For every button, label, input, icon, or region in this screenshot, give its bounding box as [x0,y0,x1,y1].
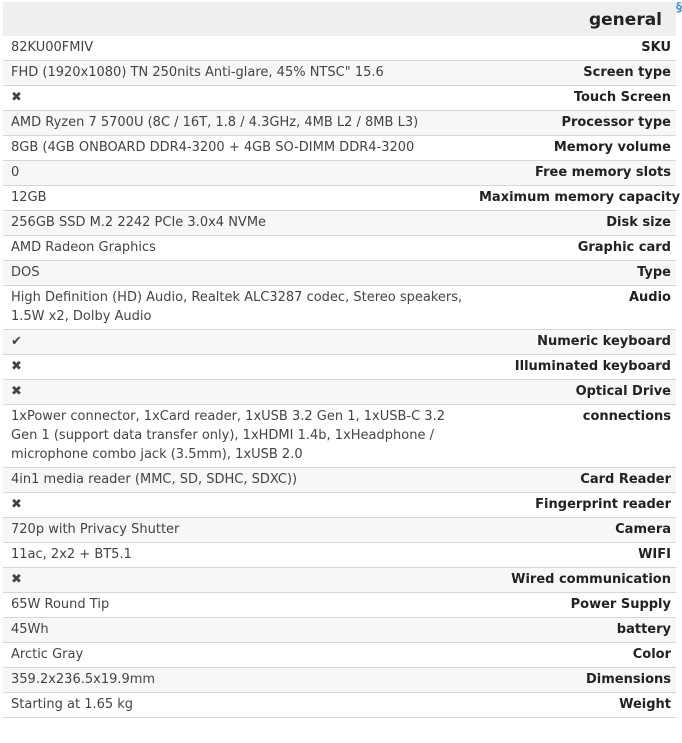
cross-icon: ✖ [3,568,471,593]
spec-value: 8GB (4GB ONBOARD DDR4-3200 + 4GB SO-DIMM DDR4-3200 [3,136,471,161]
table-row [3,468,676,493]
spec-value: 720p with Privacy Shutter [3,518,471,543]
spec-value: 45Wh [3,618,471,643]
spec-label: Card Reader [471,468,676,493]
spec-value: 359.2x236.5x19.9mm [3,668,471,693]
spec-label: Fingerprint reader [471,493,676,518]
spec-label: Wired communication [471,568,676,593]
table-row [3,543,676,568]
check-icon: ✔ [3,330,471,355]
spec-value: 1xPower connector, 1xCard reader, 1xUSB 3.2 Gen 1, 1xUSB-C 3.2 Gen 1 (support data transfer only), 1xHDMI 1.4b, 1xHeadphone / microphone combo jack (3.5mm), 1xUSB 2.0 [3,405,471,468]
spec-label: Type [471,261,676,286]
table-row [3,330,676,355]
spec-label: Camera [471,518,676,543]
spec-value: DOS [3,261,471,286]
spec-label: Disk size [471,211,676,236]
table-row [3,186,676,211]
spec-table [3,36,681,718]
cross-icon: ✖ [3,380,471,405]
spec-value: FHD (1920x1080) TN 250nits Anti-glare, 45% NTSC" 15.6 [3,61,471,86]
table-row [3,111,676,136]
table-row [3,593,676,618]
spec-value: 11ac, 2x2 + BT5.1 [3,543,471,568]
spec-value: AMD Ryzen 7 5700U (8C / 16T, 1.8 / 4.3GHz, 4MB L2 / 8MB L3) [3,111,471,136]
spec-label: Screen type [471,61,676,86]
spec-value: 0 [3,161,471,186]
spec-label: Color [471,643,676,668]
spec-label: Audio [471,286,676,330]
spec-label: connections [471,405,676,468]
spec-sheet [3,0,682,718]
spec-value: 12GB [3,186,471,211]
table-row [3,493,676,518]
spec-label: Optical Drive [471,380,676,405]
spec-label: SKU [471,36,676,61]
table-row [3,36,676,61]
table-row [3,405,676,468]
spec-value: Arctic Gray [3,643,471,668]
cross-icon: ✖ [3,86,471,111]
spec-label: Processor type [471,111,676,136]
spec-label: WIFI [471,543,676,568]
table-row [3,211,676,236]
table-row [3,355,676,380]
table-row [3,568,676,593]
table-row [3,618,676,643]
spec-value: AMD Radeon Graphics [3,236,471,261]
spec-label: Memory volume [471,136,676,161]
spec-label: Weight [471,693,676,718]
section-title: general [588,10,662,30]
spec-label: Graphic card [471,236,676,261]
table-row [3,236,676,261]
table-row [3,380,676,405]
section-header [3,0,682,36]
spec-label: Dimensions [471,668,676,693]
table-row [3,261,676,286]
table-row [3,61,676,86]
spec-value: 256GB SSD M.2 2242 PCIe 3.0x4 NVMe [3,211,471,236]
table-row [3,136,676,161]
table-row [3,286,676,330]
spec-value: 4in1 media reader (MMC, SD, SDHC, SDXC)) [3,468,471,493]
spec-label: Free memory slots [471,161,676,186]
spec-value: 65W Round Tip [3,593,471,618]
table-row [3,518,676,543]
table-row [3,668,676,693]
table-row [3,643,676,668]
table-row [3,161,676,186]
spec-value: Starting at 1.65 kg [3,693,471,718]
cross-icon: ✖ [3,493,471,518]
corner-mark: § [676,0,682,14]
spec-value: 82KU00FMIV [3,36,471,61]
spec-label: Illuminated keyboard [471,355,676,380]
spec-label: Power Supply [471,593,676,618]
spec-label: battery [471,618,676,643]
spec-label: Numeric keyboard [471,330,676,355]
spec-label: Touch Screen [471,86,676,111]
table-row [3,86,676,111]
table-row [3,693,676,718]
cross-icon: ✖ [3,355,471,380]
spec-value: High Definition (HD) Audio, Realtek ALC3287 codec, Stereo speakers, 1.5W x2, Dolby Audio [3,286,471,330]
spec-label: Maximum memory capacity [471,186,676,211]
